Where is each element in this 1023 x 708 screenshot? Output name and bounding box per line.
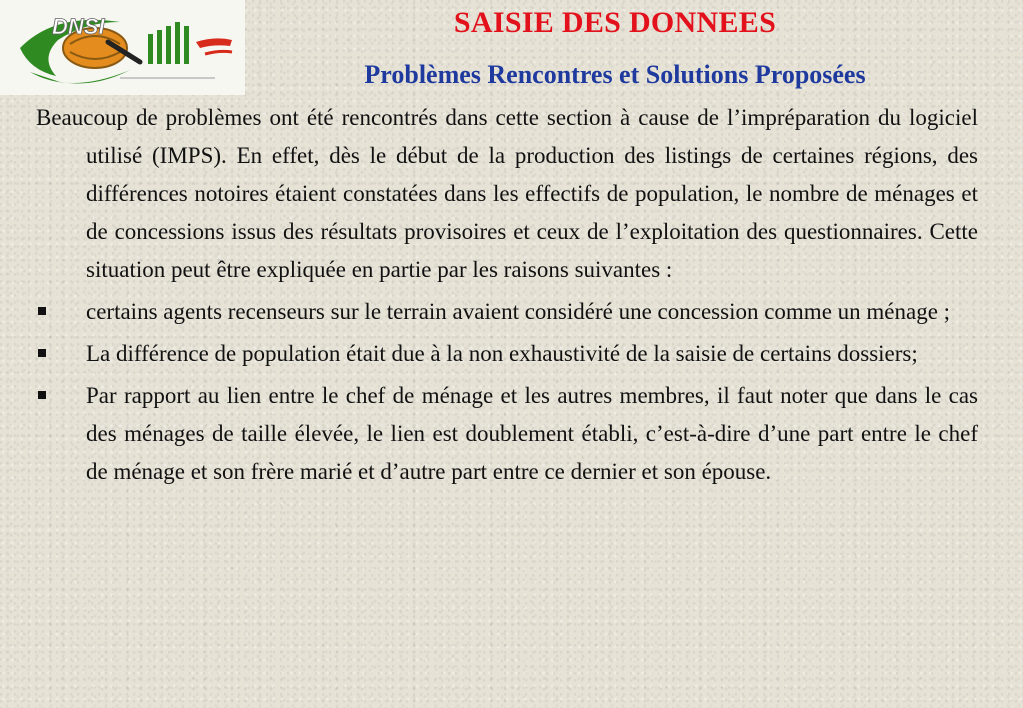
square-bullet-icon xyxy=(38,307,46,315)
page-subtitle: Problèmes Rencontres et Solutions Proposées xyxy=(364,60,866,89)
bullet-item xyxy=(36,377,978,491)
bullet-item xyxy=(36,293,978,331)
dnsi-logo xyxy=(0,0,245,95)
slide-content xyxy=(36,99,978,495)
dnsi-logo-graphic xyxy=(0,0,245,95)
page-title: SAISIE DES DONNEES xyxy=(453,6,777,39)
logo-text: DNSI xyxy=(52,14,105,39)
square-bullet-icon xyxy=(38,349,46,357)
bullet-item xyxy=(36,335,978,373)
bullet-text: Par rapport au lien entre le chef de ménage et les autres membres, il faut noter que dans le cas des ménages de taille élevée, le lien est doublement établi, c’est-à-dire d’une part entre le chef de ménage et son frère marié et d’autre part entre ce dernier et son épouse. xyxy=(86,383,978,484)
bullet-text: certains agents recenseurs sur le terrain avaient considéré une concession comme un ménage ; xyxy=(86,299,951,324)
bullet-text: La différence de population était due à la non exhaustivité de la saisie de certains dossiers; xyxy=(86,341,918,366)
intro-paragraph: Beaucoup de problèmes ont été rencontrés dans cette section à cause de l’impréparation du logiciel utilisé (IMPS). En effet, dès le début de la production des listings de certaines régions, des différences notoires étaient constatées dans les effectifs de population, le nombre de ménages et de concessions issus des résultats provisoires et ceux de l’exploitation des questionnaires. Cette situation peut être expliquée en partie par les raisons suivantes : xyxy=(36,105,978,282)
square-bullet-icon xyxy=(38,391,46,399)
